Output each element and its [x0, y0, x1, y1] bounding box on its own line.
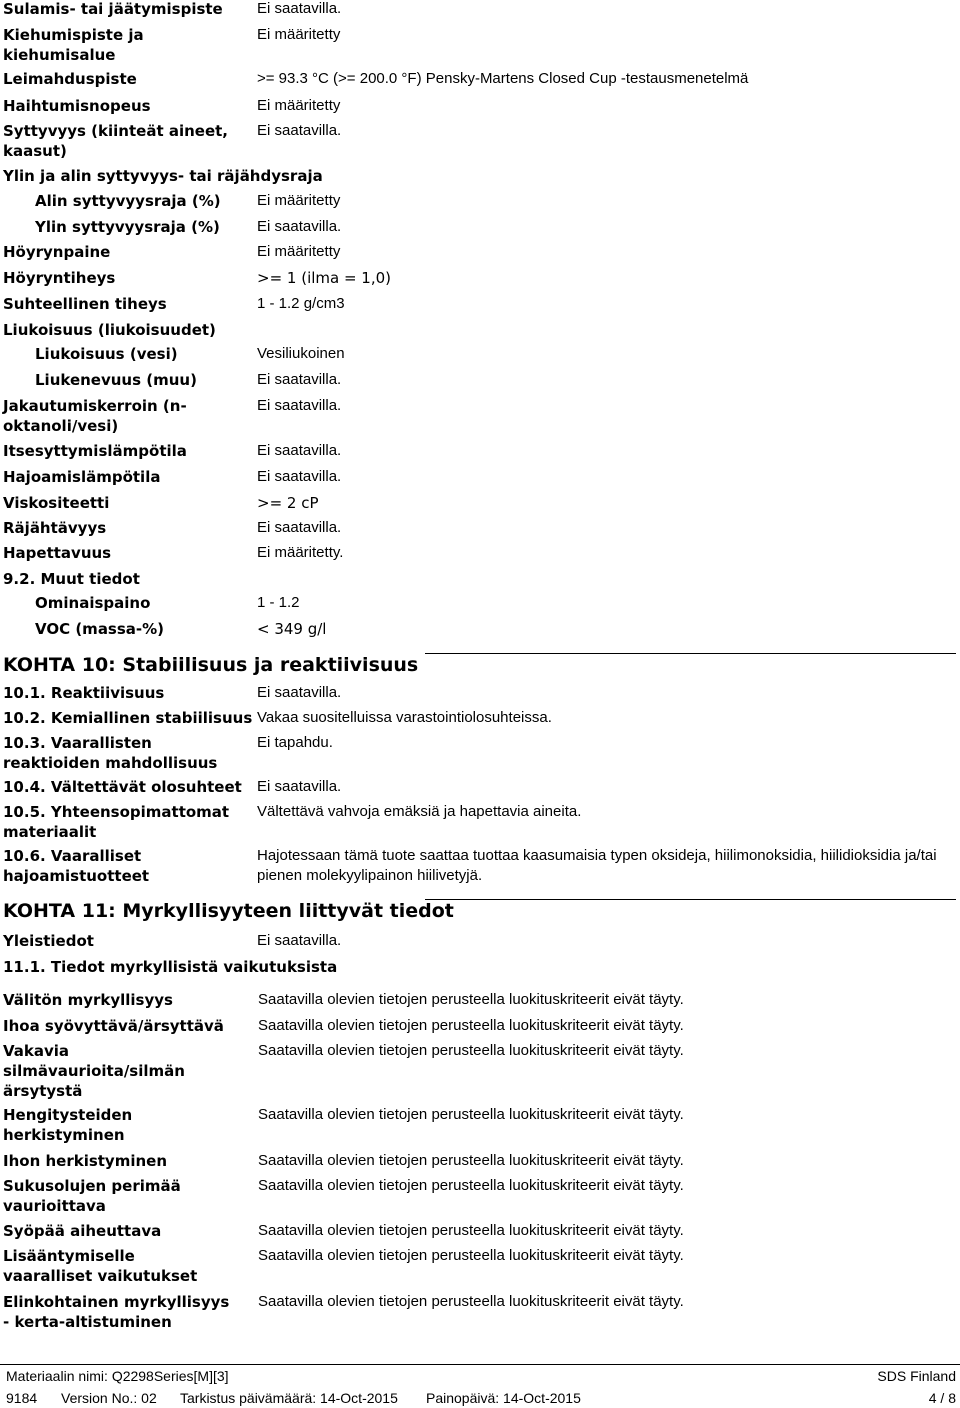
autoignition-label: Itsesyttymislämpötila	[3, 442, 187, 460]
decomposition-products-label: 10.6. Vaaralliset hajoamistuotteet	[3, 847, 150, 885]
footer-revision-date: Tarkistus päivämäärä: 14-Oct-2015	[180, 1390, 398, 1406]
partition-coefficient-value: Ei saatavilla.	[257, 397, 342, 414]
toxicological-effects-label: 11.1. Tiedot myrkyllisistä vaikutuksista	[3, 958, 338, 976]
decomposition-label: Hajoamislämpötila	[3, 468, 161, 486]
section-10-heading: KOHTA 10: Stabiilisuus ja reaktiivisuus	[3, 654, 419, 676]
carcinogenicity-label: Syöpää aiheuttava	[3, 1222, 162, 1240]
flammability-label: Syttyvyys (kiinteät aineet, kaasut)	[3, 122, 228, 160]
footer-sds-label: SDS Finland	[877, 1368, 956, 1384]
other-info-label: 9.2. Muut tiedot	[3, 570, 140, 588]
eye-damage-value: Saatavilla olevien tietojen perusteella luokituskriteerit eivät täyty.	[258, 1042, 684, 1059]
footer-rule	[0, 1364, 960, 1365]
decomposition-value: Ei saatavilla.	[257, 468, 342, 485]
other-solubility-value: Ei saatavilla.	[257, 371, 342, 388]
oxidizing-label: Hapettavuus	[3, 544, 112, 562]
vapor-pressure-value: Ei määritetty	[257, 243, 341, 260]
specific-gravity-value: 1 - 1.2	[257, 594, 300, 611]
acute-toxicity-value: Saatavilla olevien tietojen perusteella luokituskriteerit eivät täyty.	[258, 991, 684, 1008]
general-info-label: Yleistiedot	[3, 932, 94, 950]
respiratory-sensitization-label: Hengitysteiden herkistyminen	[3, 1106, 133, 1144]
lower-limit-label: Alin syttyvyysraja (%)	[35, 192, 221, 210]
reactivity-label: 10.1. Reaktiivisuus	[3, 684, 165, 702]
melting-point-label: Sulamis- tai jäätymispiste	[3, 0, 223, 18]
voc-value: < 349 g/l	[257, 620, 327, 638]
footer-material-name: Materiaalin nimi: Q2298Series[M][3]	[6, 1368, 229, 1384]
skin-sensitization-value: Saatavilla olevien tietojen perusteella luokituskriteerit eivät täyty.	[258, 1152, 684, 1169]
stot-single-exposure-label: Elinkohtainen myrkyllisyys - kerta-altistuminen	[3, 1293, 230, 1331]
upper-limit-label: Ylin syttyvyysraja (%)	[35, 218, 220, 236]
viscosity-label: Viskositeetti	[3, 494, 110, 512]
stot-single-exposure-value: Saatavilla olevien tietojen perusteella luokituskriteerit eivät täyty.	[258, 1293, 684, 1310]
hazardous-reactions-label: 10.3. Vaarallisten reaktioiden mahdollisuus	[3, 734, 218, 772]
flash-point-value: >= 93.3 °C (>= 200.0 °F) Pensky-Martens Closed Cup -testausmenetelmä	[257, 70, 749, 87]
evaporation-rate-value: Ei määritetty	[257, 97, 341, 114]
flash-point-label: Leimahduspiste	[3, 70, 137, 88]
water-solubility-label: Liukoisuus (vesi)	[35, 345, 178, 363]
boiling-point-value: Ei määritetty	[257, 26, 341, 43]
skin-sensitization-label: Ihon herkistyminen	[3, 1152, 168, 1170]
explosiveness-value: Ei saatavilla.	[257, 519, 342, 536]
water-solubility-value: Vesiliukoinen	[257, 345, 345, 362]
skin-corrosion-label: Ihoa syövyttävä/ärsyttävä	[3, 1017, 224, 1035]
vapor-density-label: Höyryntiheys	[3, 269, 116, 287]
lower-limit-value: Ei määritetty	[257, 192, 341, 209]
specific-gravity-label: Ominaispaino	[35, 594, 151, 612]
vapor-density-value: >= 1 (ilma = 1,0)	[257, 269, 392, 287]
boiling-point-label: Kiehumispiste ja kiehumisalue	[3, 26, 144, 64]
reproductive-toxicity-label: Lisääntymiselle vaaralliset vaikutukset	[3, 1247, 198, 1285]
incompatible-materials-label: 10.5. Yhteensopimattomat materiaalit	[3, 803, 230, 841]
decomposition-products-value: Hajotessaan tämä tuote saattaa tuottaa kaasumaisia typen oksideja, hiilimonoksidia, hiilidioksidia ja/tai pienen molekyylipainon hiilivetyjä.	[257, 847, 937, 884]
viscosity-value: >= 2 cP	[257, 494, 319, 512]
general-info-value: Ei saatavilla.	[257, 932, 342, 949]
footer-page-number: 4 / 8	[928, 1390, 956, 1406]
relative-density-label: Suhteellinen tiheys	[3, 295, 167, 313]
oxidizing-value: Ei määritetty.	[257, 544, 344, 561]
incompatible-materials-value: Vältettävä vahvoja emäksiä ja hapettavia aineita.	[257, 803, 582, 820]
conditions-to-avoid-label: 10.4. Vältettävät olosuhteet	[3, 778, 242, 796]
vapor-pressure-label: Höyrynpaine	[3, 243, 111, 261]
explosiveness-label: Räjähtävyys	[3, 519, 107, 537]
eye-damage-label: Vakavia silmävaurioita/silmän ärsytystä	[3, 1042, 185, 1100]
germ-cell-mutagenicity-label: Sukusolujen perimää vaurioittava	[3, 1177, 181, 1215]
partition-coefficient-label: Jakautumiskerroin (n-oktanoli/vesi)	[3, 397, 187, 435]
section-11-heading: KOHTA 11: Myrkyllisyyteen liittyvät tiedot	[3, 900, 454, 922]
conditions-to-avoid-value: Ei saatavilla.	[257, 778, 342, 795]
hazardous-reactions-value: Ei tapahdu.	[257, 734, 333, 751]
chemical-stability-label: 10.2. Kemiallinen stabiilisuus	[3, 709, 253, 727]
germ-cell-mutagenicity-value: Saatavilla olevien tietojen perusteella luokituskriteerit eivät täyty.	[258, 1177, 684, 1194]
respiratory-sensitization-value: Saatavilla olevien tietojen perusteella luokituskriteerit eivät täyty.	[258, 1106, 684, 1123]
reproductive-toxicity-value: Saatavilla olevien tietojen perusteella luokituskriteerit eivät täyty.	[258, 1247, 684, 1264]
skin-corrosion-value: Saatavilla olevien tietojen perusteella luokituskriteerit eivät täyty.	[258, 1017, 684, 1034]
footer-version: Version No.: 02	[61, 1390, 157, 1406]
solubility-label: Liukoisuus (liukoisuudet)	[3, 321, 216, 339]
carcinogenicity-value: Saatavilla olevien tietojen perusteella luokituskriteerit eivät täyty.	[258, 1222, 684, 1239]
flammability-limits-label: Ylin ja alin syttyvyys- tai räjähdysraja	[3, 167, 323, 185]
footer-print-date: Painopäivä: 14-Oct-2015	[426, 1390, 581, 1406]
evaporation-rate-label: Haihtumisnopeus	[3, 97, 151, 115]
reactivity-value: Ei saatavilla.	[257, 684, 342, 701]
voc-label: VOC (massa-%)	[35, 620, 165, 638]
chemical-stability-value: Vakaa suositelluissa varastointiolosuhteissa.	[257, 709, 552, 726]
flammability-value: Ei saatavilla.	[257, 122, 342, 139]
upper-limit-value: Ei saatavilla.	[257, 218, 342, 235]
melting-point-value: Ei saatavilla.	[257, 0, 342, 17]
autoignition-value: Ei saatavilla.	[257, 442, 342, 459]
other-solubility-label: Liukenevuus (muu)	[35, 371, 197, 389]
relative-density-value: 1 - 1.2 g/cm3	[257, 295, 345, 312]
section-11-rule	[425, 899, 956, 900]
footer-doc-code: 9184	[6, 1390, 38, 1406]
section-10-rule	[425, 653, 956, 654]
acute-toxicity-label: Välitön myrkyllisyys	[3, 991, 173, 1009]
